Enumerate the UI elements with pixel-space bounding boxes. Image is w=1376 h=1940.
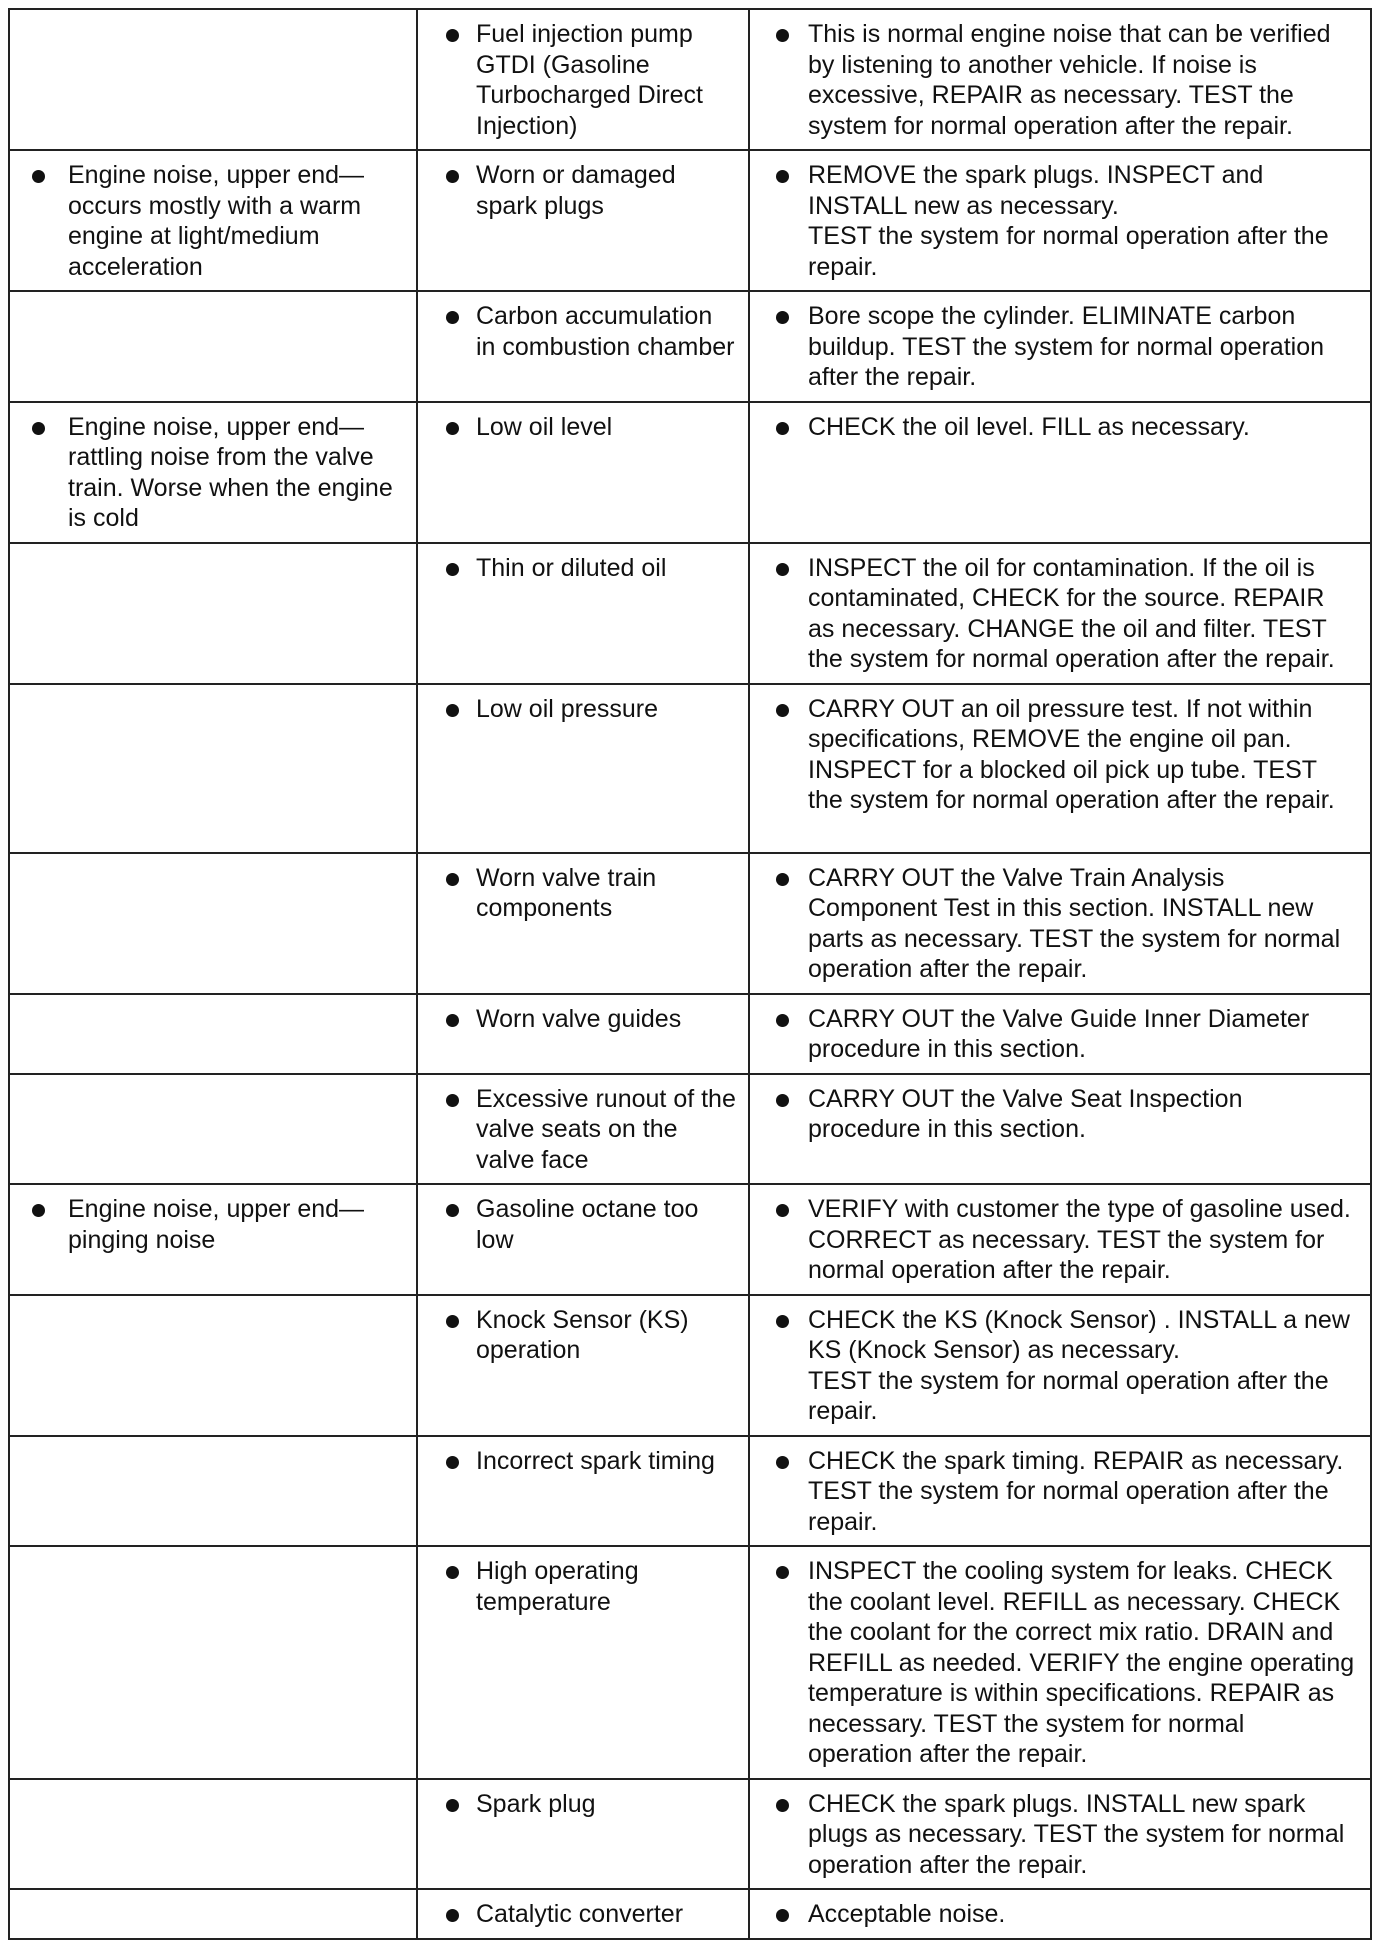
action-cell-content (750, 1547, 1370, 1778)
bullet-icon (776, 1204, 789, 1217)
bullet-icon (776, 1456, 789, 1469)
cause-text-line: Catalytic converter (476, 1900, 684, 1928)
action-cell (749, 1546, 1371, 1779)
action-text-line: CARRY OUT the Valve Train Analysis (808, 863, 1225, 892)
action-text-line: excessive, REPAIR as necessary. TEST the (808, 81, 1294, 109)
action-cell (749, 853, 1371, 994)
action-text-line: contaminated, CHECK for the source. REPAIR (808, 584, 1325, 612)
symptom-cell (9, 291, 417, 402)
bullet-icon (446, 1799, 459, 1812)
possible-source-cell-content (418, 151, 748, 229)
possible-source-cell-content (418, 995, 748, 1043)
action-cell (749, 402, 1371, 543)
action-text-line: This is normal engine noise that can be verified (808, 20, 1331, 48)
bullet-icon (446, 873, 459, 886)
cause-text-line: High operating (476, 1557, 639, 1585)
condition-text-line: rattling noise from the valve (68, 443, 374, 471)
possible-source-cell (417, 1436, 749, 1547)
bullet-icon (446, 422, 459, 435)
possible-source-cell-content (418, 403, 748, 451)
possible-source-cell (417, 291, 749, 402)
condition-text-line: train. Worse when the engine (68, 473, 393, 502)
action-text-line: plugs as necessary. TEST the system for normal (808, 1820, 1345, 1848)
symptom-cell (9, 9, 417, 150)
cause-text-line: Turbocharged Direct (476, 81, 703, 109)
action-cell-content (750, 1185, 1370, 1294)
possible-source-cell (417, 853, 749, 994)
diagnostic-table-body (9, 9, 1371, 1939)
possible-source-cell-content (418, 1780, 748, 1828)
action-text-line: CHECK the oil level. FILL as necessary. (808, 412, 1250, 441)
cause-text-line: spark plugs (476, 191, 604, 220)
action-cell-content (750, 292, 1370, 401)
bullet-icon (776, 170, 789, 183)
bullet-icon (446, 1014, 459, 1027)
action-cell-content (750, 10, 1370, 149)
table-row (9, 291, 1371, 402)
bullet-icon (776, 1094, 789, 1107)
possible-source-cell-content (418, 1296, 748, 1374)
bullet-icon (446, 311, 459, 324)
bullet-icon (446, 704, 459, 717)
bullet-icon (776, 1799, 789, 1812)
cause-text-line: valve face (476, 1145, 589, 1174)
bullet-icon (32, 1204, 45, 1217)
bullet-icon (446, 1315, 459, 1328)
action-cell (749, 1779, 1371, 1890)
symptom-cell (9, 543, 417, 684)
action-text-line: normal operation after the repair. (808, 1256, 1171, 1284)
table-row (9, 1295, 1371, 1436)
symptom-cell (9, 1779, 417, 1890)
table-row (9, 853, 1371, 994)
cause-text-line: Low oil pressure (476, 694, 659, 723)
action-cell-content (750, 685, 1370, 824)
cause-text-line: GTDI (Gasoline (476, 50, 650, 79)
cause-text-line: operation (476, 1336, 581, 1364)
action-text-line: after the repair. (808, 363, 977, 391)
symptom-cell (9, 684, 417, 853)
bullet-icon (446, 170, 459, 183)
cause-text-line: Injection) (476, 111, 578, 140)
cause-text-line: components (476, 894, 613, 922)
cause-text-line: Incorrect spark timing (476, 1446, 715, 1475)
bullet-icon (446, 1566, 459, 1579)
action-cell-content (750, 995, 1370, 1073)
possible-source-cell (417, 543, 749, 684)
possible-source-cell-content (418, 1437, 748, 1485)
bullet-icon (776, 1566, 789, 1579)
condition-text-line: acceleration (68, 252, 203, 281)
condition-text-line: Engine noise, upper end— (68, 1195, 365, 1223)
bullet-icon (776, 1014, 789, 1027)
bullet-icon (446, 1204, 459, 1217)
symptom-cell-content (10, 151, 416, 290)
action-cell-content (750, 1890, 1370, 1938)
action-cell (749, 9, 1371, 150)
cause-text-line: Excessive runout of the (476, 1084, 736, 1113)
symptom-cell (9, 853, 417, 994)
action-text-line: Bore scope the cylinder. ELIMINATE carbon (808, 302, 1296, 330)
table-row (9, 1546, 1371, 1779)
table-row (9, 994, 1371, 1074)
bullet-icon (446, 1094, 459, 1107)
action-cell-content (750, 854, 1370, 993)
table-row (9, 1184, 1371, 1295)
action-text-line: TEST the system for normal operation after the (808, 1366, 1329, 1395)
action-cell (749, 1436, 1371, 1547)
action-text-line: procedure in this section. (808, 1035, 1086, 1063)
action-text-line: KS (Knock Sensor) as necessary. (808, 1336, 1180, 1364)
action-cell (749, 1889, 1371, 1939)
action-cell (749, 994, 1371, 1074)
action-text-line: CARRY OUT the Valve Guide Inner Diameter (808, 1004, 1310, 1033)
action-text-line: the coolant for the correct mix ratio. DRAIN and (808, 1618, 1334, 1646)
possible-source-cell-content (418, 685, 748, 733)
action-cell (749, 684, 1371, 853)
action-text-line: TEST the system for normal operation after the (808, 222, 1329, 250)
action-text-line: REMOVE the spark plugs. INSPECT and (808, 161, 1264, 189)
action-cell-content (750, 1437, 1370, 1546)
action-text-line: procedure in this section. (808, 1115, 1086, 1143)
symptom-cell-content (10, 403, 416, 542)
action-cell (749, 291, 1371, 402)
action-text-line: the system for normal operation after the repair. (808, 786, 1335, 814)
cause-text-line: Thin or diluted oil (476, 553, 667, 582)
cause-text-line: valve seats on the (476, 1115, 678, 1143)
cause-text-line: Worn valve train (476, 863, 657, 892)
action-text-line: CORRECT as necessary. TEST the system for (808, 1225, 1325, 1254)
possible-source-cell (417, 1779, 749, 1890)
table-row (9, 1889, 1371, 1939)
action-text-line: INSPECT the oil for contamination. If the oil is (808, 553, 1315, 582)
bullet-icon (776, 704, 789, 717)
action-text-line: parts as necessary. TEST the system for normal (808, 924, 1341, 953)
action-text-line: the coolant level. REFILL as necessary. CHECK (808, 1587, 1341, 1616)
cause-text-line: Spark plug (476, 1789, 596, 1818)
bullet-icon (776, 563, 789, 576)
symptom-cell (9, 1295, 417, 1436)
cause-text-line: in combustion chamber (476, 332, 735, 361)
symptom-cell (9, 1546, 417, 1779)
cause-text-line: Gasoline octane too (476, 1195, 699, 1223)
possible-source-cell (417, 1889, 749, 1939)
cause-text-line: Fuel injection pump (476, 20, 693, 48)
action-cell-content (750, 1296, 1370, 1435)
possible-source-cell-content (418, 544, 748, 592)
possible-source-cell-content (418, 292, 748, 370)
bullet-icon (446, 1456, 459, 1469)
possible-source-cell-content (418, 1547, 748, 1625)
action-cell-content (750, 544, 1370, 683)
bullet-icon (32, 422, 45, 435)
condition-text-line: engine at light/medium (68, 222, 320, 250)
cause-text-line: Low oil level (476, 412, 613, 441)
bullet-icon (776, 873, 789, 886)
condition-text-line: is cold (68, 504, 139, 532)
bullet-icon (776, 29, 789, 42)
possible-source-cell (417, 9, 749, 150)
action-text-line: Component Test in this section. INSTALL new (808, 894, 1314, 922)
action-text-line: INSPECT the cooling system for leaks. CHECK (808, 1557, 1333, 1585)
possible-source-cell-content (418, 1890, 748, 1938)
table-row (9, 1074, 1371, 1185)
action-text-line: specifications, REMOVE the engine oil pan. (808, 725, 1292, 753)
action-text-line: necessary. TEST the system for normal (808, 1709, 1245, 1738)
action-text-line: CARRY OUT the Valve Seat Inspection (808, 1084, 1243, 1113)
cause-text-line: Knock Sensor (KS) (476, 1305, 689, 1334)
bullet-icon (32, 170, 45, 183)
action-text-line: the system for normal operation after the repair. (808, 645, 1335, 673)
possible-source-cell-content (418, 1075, 748, 1184)
symptom-cell (9, 150, 417, 291)
action-text-line: temperature is within specifications. REPAIR as (808, 1679, 1335, 1707)
action-text-line: CARRY OUT an oil pressure test. If not within (808, 694, 1313, 723)
diagnostic-table (8, 8, 1372, 1940)
possible-source-cell (417, 1074, 749, 1185)
action-text-line: by listening to another vehicle. If noise is (808, 50, 1257, 79)
action-text-line: system for normal operation after the repair. (808, 111, 1293, 140)
bullet-icon (446, 29, 459, 42)
action-text-line: operation after the repair. (808, 1850, 1088, 1879)
condition-text-line: Engine noise, upper end— (68, 161, 365, 189)
action-cell-content (750, 1780, 1370, 1889)
possible-source-cell-content (418, 854, 748, 932)
table-row (9, 1779, 1371, 1890)
action-text-line: INSTALL new as necessary. (808, 191, 1119, 220)
possible-source-cell (417, 402, 749, 543)
action-text-line: CHECK the spark timing. REPAIR as necessary. (808, 1446, 1344, 1475)
possible-source-cell (417, 1546, 749, 1779)
action-text-line: Acceptable noise. (808, 1900, 1006, 1928)
action-text-line: CHECK the KS (Knock Sensor) . INSTALL a new (808, 1305, 1350, 1334)
action-text-line: VERIFY with customer the type of gasoline used. (808, 1195, 1351, 1223)
table-row (9, 1436, 1371, 1547)
table-row (9, 402, 1371, 543)
bullet-icon (776, 422, 789, 435)
possible-source-cell (417, 1184, 749, 1295)
bullet-icon (446, 1909, 459, 1922)
action-cell-content (750, 403, 1370, 451)
action-cell (749, 1295, 1371, 1436)
bullet-icon (776, 1315, 789, 1328)
action-text-line: operation after the repair. (808, 955, 1088, 983)
symptom-cell (9, 1074, 417, 1185)
action-cell (749, 543, 1371, 684)
symptom-cell (9, 402, 417, 543)
cause-text-line: Worn or damaged (476, 161, 676, 189)
action-cell-content (750, 1075, 1370, 1153)
bullet-icon (776, 1909, 789, 1922)
action-text-line: repair. (808, 252, 878, 281)
symptom-cell (9, 1436, 417, 1547)
action-text-line: repair. (808, 1507, 878, 1536)
cause-text-line: low (476, 1225, 514, 1254)
table-row (9, 9, 1371, 150)
table-row (9, 684, 1371, 853)
action-cell (749, 1184, 1371, 1295)
action-text-line: INSPECT for a blocked oil pick up tube. TEST (808, 755, 1318, 784)
symptom-cell-content (10, 1185, 416, 1263)
action-text-line: TEST the system for normal operation after the (808, 1477, 1329, 1505)
bullet-icon (776, 311, 789, 324)
symptom-cell (9, 994, 417, 1074)
action-text-line: repair. (808, 1397, 878, 1425)
condition-text-line: pinging noise (68, 1225, 216, 1254)
possible-source-cell-content (418, 1185, 748, 1263)
action-text-line: buildup. TEST the system for normal operation (808, 332, 1325, 361)
action-text-line: operation after the repair. (808, 1740, 1088, 1768)
action-text-line: CHECK the spark plugs. INSTALL new spark (808, 1789, 1306, 1818)
cause-text-line: temperature (476, 1587, 611, 1616)
action-cell-content (750, 151, 1370, 290)
possible-source-cell (417, 994, 749, 1074)
cause-text-line: Carbon accumulation (476, 302, 713, 330)
action-cell (749, 1074, 1371, 1185)
cause-text-line: Worn valve guides (476, 1004, 682, 1033)
symptom-cell (9, 1184, 417, 1295)
table-row (9, 150, 1371, 291)
possible-source-cell (417, 1295, 749, 1436)
table-row (9, 543, 1371, 684)
bullet-icon (446, 563, 459, 576)
action-text-line: as necessary. CHANGE the oil and filter. TEST (808, 614, 1327, 643)
symptom-cell (9, 1889, 417, 1939)
condition-text-line: occurs mostly with a warm (68, 191, 362, 220)
condition-text-line: Engine noise, upper end— (68, 412, 365, 441)
action-text-line: REFILL as needed. VERIFY the engine operating (808, 1648, 1355, 1677)
possible-source-cell (417, 150, 749, 291)
possible-source-cell (417, 684, 749, 853)
action-cell (749, 150, 1371, 291)
possible-source-cell-content (418, 10, 748, 149)
